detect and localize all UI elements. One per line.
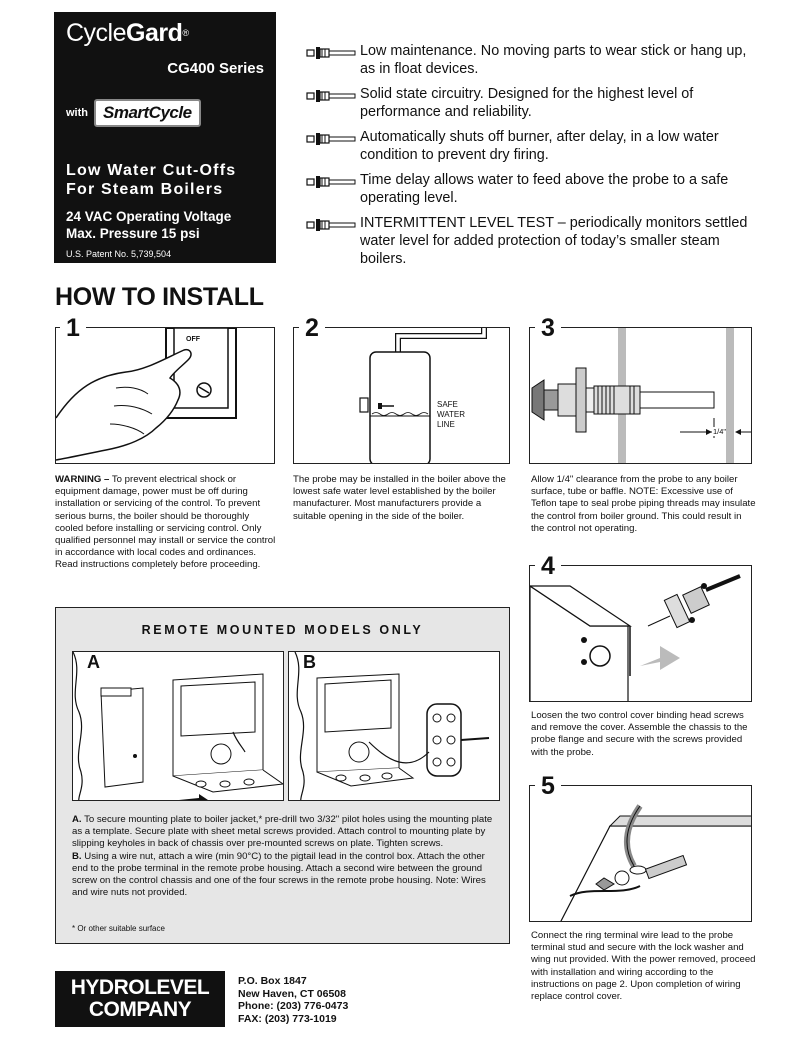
hand-switch-illustration bbox=[56, 328, 275, 464]
address-line-2: New Haven, CT 06508 bbox=[238, 987, 346, 1000]
feature-item bbox=[306, 128, 756, 164]
probe-clearance-illustration bbox=[530, 328, 752, 464]
feature-text: Solid state circuitry. Designed for the highest level of performance and reliability. bbox=[360, 86, 694, 120]
company-contact bbox=[238, 975, 348, 1025]
feature-item bbox=[306, 171, 756, 207]
step-4-text: Loosen the two control cover binding head screws and remove the cover. Assemble the chassis to the probe flange and secure with the screws provided with the probe. bbox=[531, 710, 748, 758]
patent-number: U.S. Patent No. 5,739,504 bbox=[66, 249, 172, 259]
with-label: with bbox=[66, 107, 88, 119]
fax-number: FAX: (203) 773-1019 bbox=[238, 1012, 337, 1025]
step-5-illustration bbox=[529, 785, 752, 922]
feature-item bbox=[306, 85, 756, 121]
step-5-text: Connect the ring terminal wire lead to the probe terminal stud and secure with the lock washer and wing nut provided. With the power removed, proceed with installation and wiring according to the instructions on page 2. Upon completion of wiring replace control cover. bbox=[531, 930, 756, 1003]
feature-list bbox=[306, 42, 756, 275]
step-5-number: 5 bbox=[535, 774, 561, 798]
probe-icon bbox=[306, 46, 356, 60]
step-1-illustration bbox=[55, 327, 275, 464]
step-2-text: The probe may be installed in the boiler above the lowest safe water level established by the boiler manufacturer. Most manufacturers provide a suitable opening in the side of the boiler. bbox=[293, 474, 506, 522]
series-label: CG400 Series bbox=[167, 60, 264, 77]
clearance-label: 1/4" bbox=[713, 427, 727, 436]
step-1-number: 1 bbox=[60, 316, 86, 340]
feature-item bbox=[306, 214, 756, 268]
step-1-text: WARNING – To prevent electrical shock or equipment damage, power must be off during installation or servicing of the control. To prevent serious burns, the boiler should be thoroughly cooled before installing or servicing control. Only qualified personnel may install or service the control in accordance with local codes and ordinances. Read instructions completely before proceeding. bbox=[55, 474, 276, 571]
feature-item bbox=[306, 42, 756, 78]
probe-icon bbox=[306, 218, 356, 232]
smartcycle-logo: SmartCycle bbox=[94, 99, 201, 127]
step-3-text: Allow 1/4" clearance from the probe to any boiler surface, tube or baffle. NOTE: Excessive use of Teflon tape to seal probe piping threads may insulate the control from boiler ground. This could result in the control not operating. bbox=[531, 474, 756, 534]
step-3-illustration bbox=[529, 327, 752, 464]
hydrolevel-logo: HYDROLEVEL COMPANY bbox=[55, 971, 225, 1027]
remote-probe-housing-illustration bbox=[289, 652, 500, 801]
remote-instructions bbox=[72, 814, 502, 899]
boiler-illustration bbox=[294, 328, 510, 464]
smartcycle-row bbox=[66, 99, 264, 127]
feature-text: Low maintenance. No moving parts to wear stick or hang up, as in float devices. bbox=[360, 43, 747, 77]
step-4-number: 4 bbox=[535, 554, 561, 578]
remote-b-illustration bbox=[288, 651, 500, 801]
feature-text: INTERMITTENT LEVEL TEST – periodically monitors settled water level for added protection of today’s smaller steam boilers. bbox=[360, 215, 748, 267]
probe-icon bbox=[306, 132, 356, 146]
address-line-1: P.O. Box 1847 bbox=[238, 975, 307, 987]
feature-text: Automatically shuts off burner, after delay, in a low water condition to prevent dry firing. bbox=[360, 129, 719, 163]
brand-panel bbox=[54, 12, 276, 263]
remote-mounted-panel bbox=[55, 607, 510, 944]
remote-a-label: A bbox=[87, 652, 100, 672]
footnote: * Or other suitable surface bbox=[72, 924, 165, 933]
product-specs: 24 VAC Operating Voltage Max. Pressure 15 psi bbox=[66, 209, 232, 241]
product-title: Low Water Cut-Offs For Steam Boilers bbox=[66, 162, 237, 198]
mounting-plate-illustration bbox=[73, 652, 284, 801]
remote-b-label: B bbox=[303, 652, 316, 672]
phone-number: Phone: (203) 776-0473 bbox=[238, 1000, 349, 1013]
instruction-b: B. Using a wire nut, attach a wire (min 90°C) to the pigtail lead in the control box. Attach the other end to the probe terminal in the remote probe housing. Attach a second wire between the ground screw on the control chassis and one of the four screws in the remote probe housing. Note: Wires and wire nuts not provided. bbox=[72, 850, 486, 899]
step-2-illustration bbox=[293, 327, 510, 464]
instruction-a: A. To secure mounting plate to boiler jacket,* pre-drill two 3/32" pilot holes using the mounting plate as a template. Secure plate with sheet metal screws provided. Attach control to mounting plate by slipping keyholes in back of chassis over pre-mounted screws on plate. Tighten screws. bbox=[72, 814, 493, 850]
remote-a-illustration bbox=[72, 651, 284, 801]
safe-water-line-label: SAFE WATER LINE bbox=[437, 400, 465, 429]
remote-panel-title: REMOTE MOUNTED MODELS ONLY bbox=[141, 623, 424, 637]
step-2-number: 2 bbox=[299, 316, 325, 340]
step-4-illustration bbox=[529, 565, 752, 702]
how-to-install-heading: HOW TO INSTALL bbox=[55, 283, 264, 311]
feature-text: Time delay allows water to feed above the probe to a safe operating level. bbox=[360, 172, 729, 206]
brand-logo: CycleGard® bbox=[66, 19, 189, 47]
chassis-assembly-illustration bbox=[530, 566, 752, 702]
probe-icon bbox=[306, 175, 356, 189]
step-3-number: 3 bbox=[535, 316, 561, 340]
probe-icon bbox=[306, 89, 356, 103]
off-label: OFF bbox=[186, 336, 200, 343]
terminal-wiring-illustration bbox=[530, 786, 752, 922]
